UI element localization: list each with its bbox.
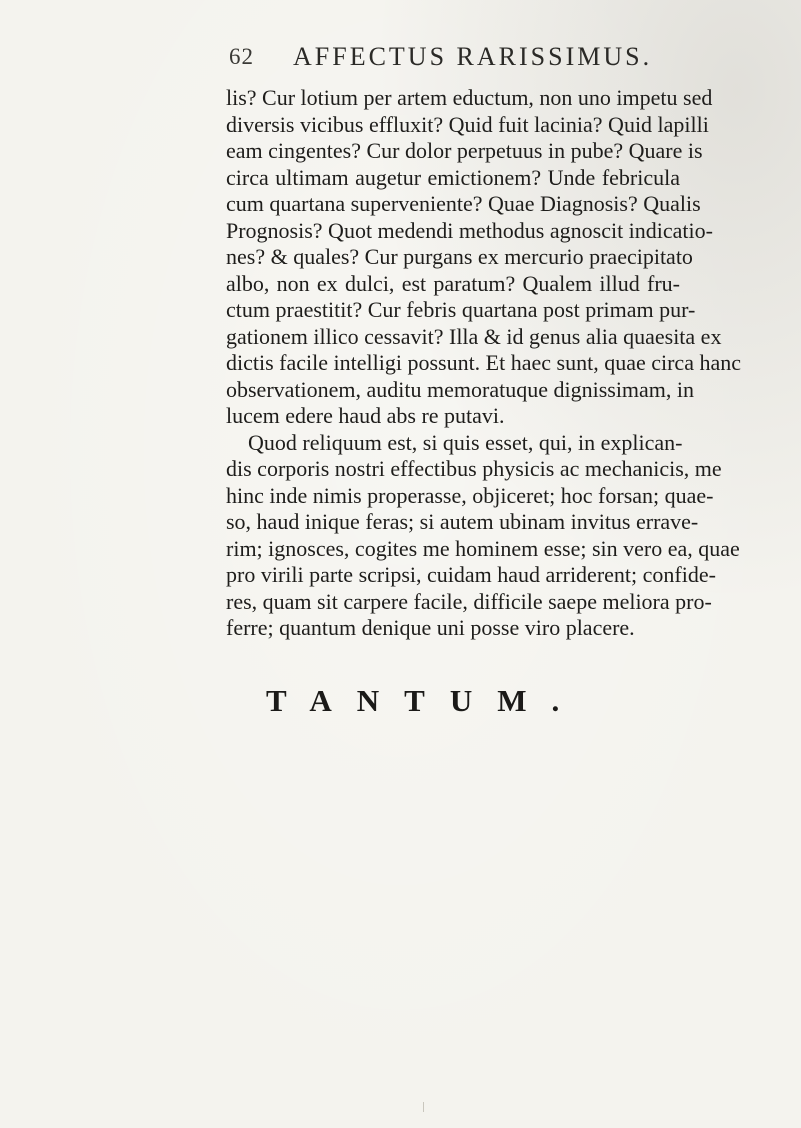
text-line: so, haud inique feras; si autem ubinam invitus errave- bbox=[226, 509, 699, 534]
text-line: hinc inde nimis properasse, objiceret; hoc forsan; quae- bbox=[226, 482, 714, 508]
text-line: cum quartana superveniente? Quae Diagnosis? Qualis bbox=[226, 191, 701, 216]
text-line: gationem illico cessavit? Illa & id genus alia quaesita ex bbox=[226, 323, 722, 349]
text-line: lucem edere haud abs re putavi. bbox=[226, 403, 505, 428]
text-line: dis corporis nostri effectibus physicis ac mechanicis, me bbox=[226, 456, 722, 481]
text-line: nes? & quales? Cur purgans ex mercurio praecipitato bbox=[226, 244, 693, 269]
text-line: ctum praestitit? Cur febris quartana post primam pur- bbox=[226, 297, 696, 322]
text-line: res, quam sit carpere facile, difficile saepe meliora pro- bbox=[226, 588, 712, 614]
page-number: 62 bbox=[229, 44, 254, 69]
text-line: observationem, auditu memoratuque dignissimam, in bbox=[226, 376, 695, 402]
page-header bbox=[0, 42, 801, 82]
text-line: eam cingentes? Cur dolor perpetuus in pube? Quare is bbox=[226, 138, 703, 163]
page-speck bbox=[423, 1102, 424, 1112]
text-line: lis? Cur lotium per artem eductum, non uno impetu sed bbox=[226, 85, 713, 110]
text-line: ferre; quantum denique uni posse viro placere. bbox=[226, 615, 635, 640]
text-line: Prognosis? Quot medendi methodus agnoscit indicatio- bbox=[226, 217, 713, 243]
body-text bbox=[226, 85, 741, 642]
text-line: diversis vicibus effluxit? Quid fuit lacinia? Quid lapilli bbox=[226, 111, 709, 137]
running-head: AFFECTUS RARISSIMUS. bbox=[293, 42, 653, 71]
text-line: pro virili parte scripsi, cuidam haud arriderent; confide- bbox=[226, 562, 716, 587]
text-line: albo, non ex dulci, est paratum? Qualem illud fru- bbox=[226, 270, 680, 296]
text-line: Quod reliquum est, si quis esset, qui, in explican- bbox=[248, 429, 683, 455]
text-line: rim; ignosces, cogites me hominem esse; sin vero ea, quae bbox=[226, 535, 740, 561]
text-line: dictis facile intelligi possunt. Et haec sunt, quae circa hanc bbox=[226, 350, 741, 375]
text-line: circa ultimam augetur emictionem? Unde febricula bbox=[226, 164, 680, 190]
finis-heading: TANTUM. bbox=[266, 683, 585, 718]
